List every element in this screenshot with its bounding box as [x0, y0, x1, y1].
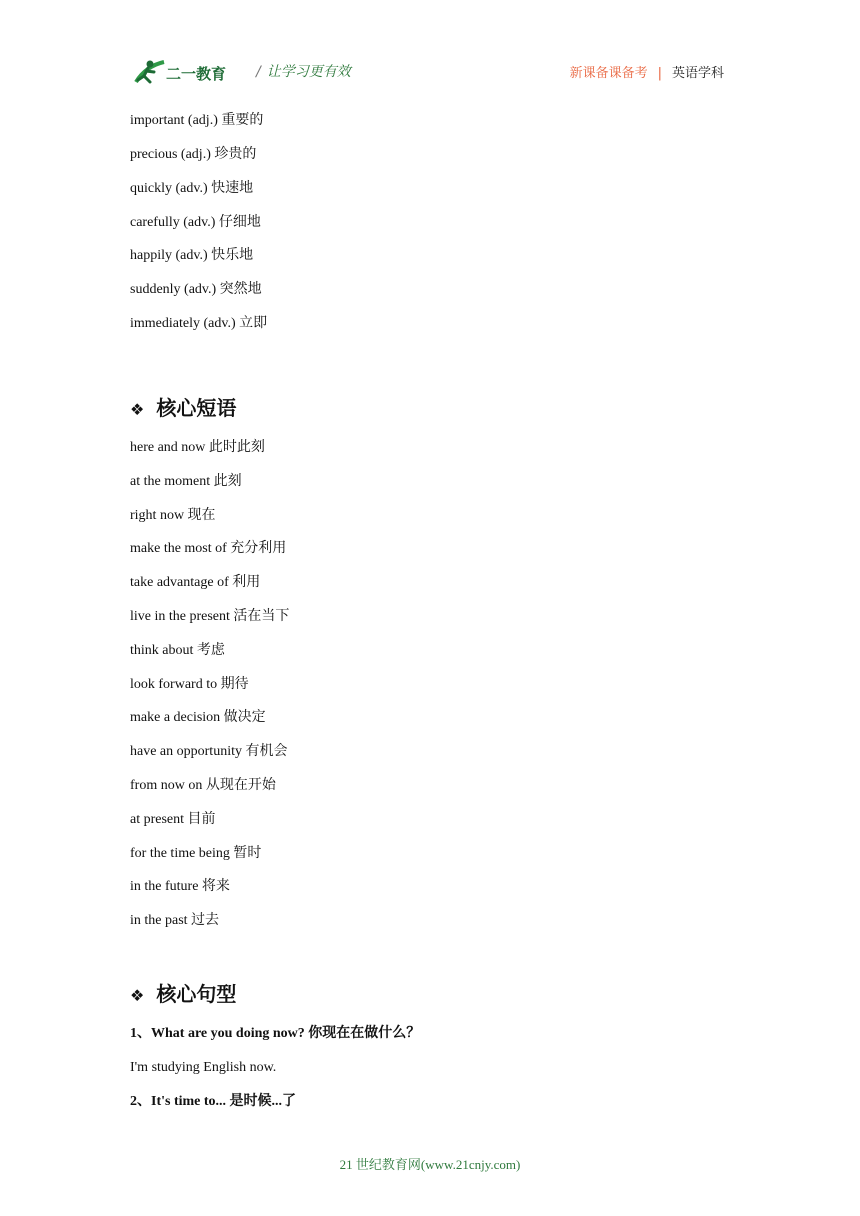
phrase-item: have an opportunity 有机会 [130, 744, 288, 759]
phrase-item: make a decision 做决定 [130, 710, 266, 725]
sentences-heading: 核心句型 [156, 982, 237, 1006]
section-title-sentences [130, 981, 236, 1009]
vocab-item: precious (adj.) 珍贵的 [130, 147, 257, 162]
section-title-phrases [130, 395, 236, 423]
sentence-pattern: 2、It's time to... 是时候...了 [130, 1094, 297, 1109]
vocab-item: quickly (adv.) 快速地 [130, 181, 254, 196]
phrase-item: take advantage of 利用 [130, 575, 261, 590]
phrase-item: look forward to 期待 [130, 677, 249, 692]
diamond-icon: ❖ [130, 400, 145, 419]
page-footer: 21 世纪教育网(www.21cnjy.com) [339, 1157, 521, 1172]
phrase-item: in the future 将来 [130, 879, 230, 894]
logo-text: 二一教育 [166, 65, 227, 83]
phrases-heading: 核心短语 [156, 396, 237, 420]
header-slogan: / 让学习更有效 [256, 64, 351, 80]
phrase-item: live in the present 活在当下 [130, 609, 290, 624]
sentence-example: I'm studying English now. [130, 1060, 277, 1075]
phrase-item: here and now 此时此刻 [130, 440, 265, 455]
phrase-item: for the time being 暂时 [130, 846, 262, 861]
logo-icon [130, 56, 248, 88]
course-label: 新课备课备考 [569, 66, 648, 81]
phrase-item: at the moment 此刻 [130, 474, 242, 489]
phrase-item: think about 考虑 [130, 643, 225, 658]
sentence-pattern: 1、What are you doing now? 你现在在做什么？ [130, 1026, 421, 1041]
vocab-item: important (adj.) 重要的 [130, 113, 264, 128]
phrase-item: right now 现在 [130, 508, 216, 523]
phrase-item: in the past 过去 [130, 913, 220, 928]
header-divider: | [657, 66, 662, 81]
vocab-item: immediately (adv.) 立即 [130, 316, 268, 331]
vocab-item: carefully (adv.) 仔细地 [130, 215, 261, 230]
subject-label: 英语学科 [671, 66, 724, 81]
diamond-icon: ❖ [130, 986, 145, 1005]
phrase-item: make the most of 充分利用 [130, 541, 287, 556]
slogan-text: 让学习更有效 [266, 64, 351, 80]
header-right [570, 62, 724, 81]
vocab-item: happily (adv.) 快乐地 [130, 248, 254, 263]
phrase-item: at present 目前 [130, 812, 216, 827]
phrase-item: from now on 从现在开始 [130, 778, 276, 793]
vocab-item: suddenly (adv.) 突然地 [130, 282, 262, 297]
page-header [130, 52, 724, 92]
